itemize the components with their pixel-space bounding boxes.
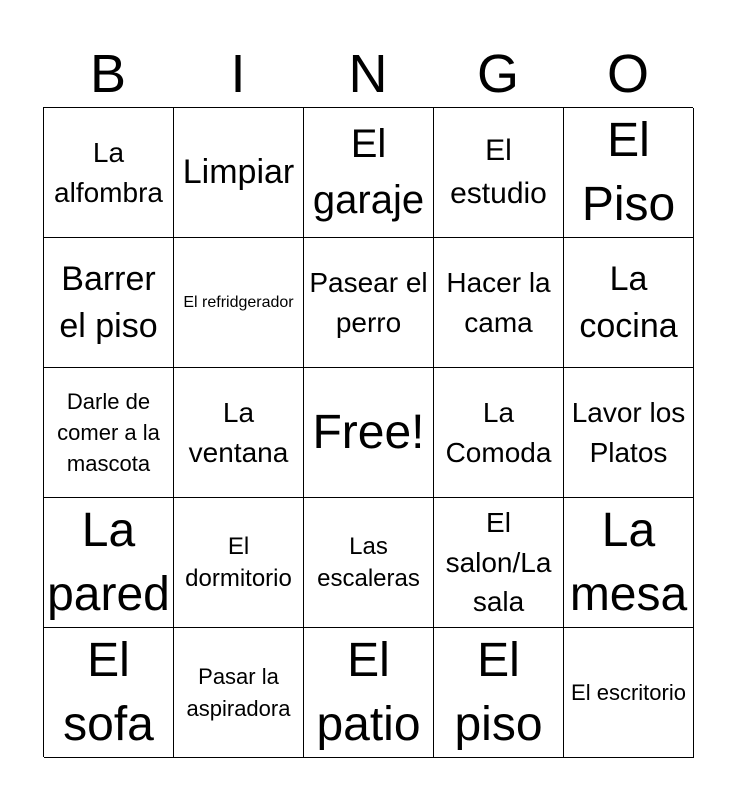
- cell-text: Limpiar: [182, 153, 295, 192]
- bingo-cell[interactable]: [304, 108, 434, 238]
- bingo-cell[interactable]: [174, 628, 304, 758]
- cell-text: Hacer la cama: [446, 266, 551, 338]
- cell-text: Pasear el perro: [309, 266, 428, 338]
- cell-text: La cocina: [579, 259, 678, 345]
- cell-text: Darle de comer a la mascota: [57, 388, 160, 477]
- bingo-cell[interactable]: [174, 368, 304, 498]
- cell-text: El patio: [316, 634, 421, 751]
- cell-text: Pasar la aspiradora: [186, 663, 291, 721]
- bingo-cell[interactable]: [564, 498, 694, 628]
- header-letter-o: O: [606, 44, 649, 104]
- bingo-cell[interactable]: [44, 368, 174, 498]
- bingo-cell[interactable]: [434, 498, 564, 628]
- cell-text: El refridgerador: [183, 293, 294, 311]
- bingo-cell[interactable]: [434, 238, 564, 368]
- cell-text: La alfombra: [54, 136, 163, 208]
- cell-text: Barrer el piso: [59, 259, 158, 345]
- header-letter-i: I: [230, 44, 246, 104]
- cell-text: El dormitorio: [185, 532, 292, 592]
- cell-text: El sofa: [63, 634, 154, 751]
- header-letter-n: N: [348, 44, 388, 104]
- header-letter-b: B: [89, 44, 127, 104]
- bingo-cell[interactable]: [44, 628, 174, 758]
- bingo-cell[interactable]: [564, 238, 694, 368]
- cell-text: El salon/La sala: [445, 506, 552, 618]
- cell-text: El piso: [454, 634, 543, 751]
- bingo-cell[interactable]: [44, 498, 174, 628]
- bingo-cell[interactable]: [434, 108, 564, 238]
- cell-text: El Piso: [581, 114, 676, 231]
- cell-text: La mesa: [569, 504, 688, 621]
- bingo-cell[interactable]: [304, 238, 434, 368]
- bingo-cell[interactable]: [174, 108, 304, 238]
- cell-text: Las escaleras: [317, 532, 420, 592]
- bingo-cell[interactable]: [174, 498, 304, 628]
- cell-text: La pared: [47, 504, 170, 621]
- free-space-cell[interactable]: [304, 368, 434, 498]
- cell-text: El estudio: [450, 133, 547, 210]
- bingo-cell[interactable]: [44, 238, 174, 368]
- bingo-cell[interactable]: [564, 368, 694, 498]
- header-letter-g: G: [476, 44, 519, 104]
- cell-text: La ventana: [188, 396, 289, 468]
- bingo-cell[interactable]: [304, 498, 434, 628]
- bingo-header: [43, 42, 693, 106]
- bingo-cell[interactable]: [304, 628, 434, 758]
- bingo-cell[interactable]: [434, 628, 564, 758]
- cell-text: El garaje: [312, 122, 425, 222]
- bingo-cell[interactable]: [564, 628, 694, 758]
- bingo-cell[interactable]: [44, 108, 174, 238]
- free-space-text: Free!: [312, 405, 425, 459]
- bingo-cell[interactable]: [434, 368, 564, 498]
- bingo-cell[interactable]: [564, 108, 694, 238]
- cell-text: El escritorio: [571, 679, 686, 705]
- cell-text: La Comoda: [445, 396, 552, 468]
- cell-text: Lavor los Platos: [571, 396, 686, 468]
- bingo-cell[interactable]: [174, 238, 304, 368]
- bingo-board: [43, 107, 693, 757]
